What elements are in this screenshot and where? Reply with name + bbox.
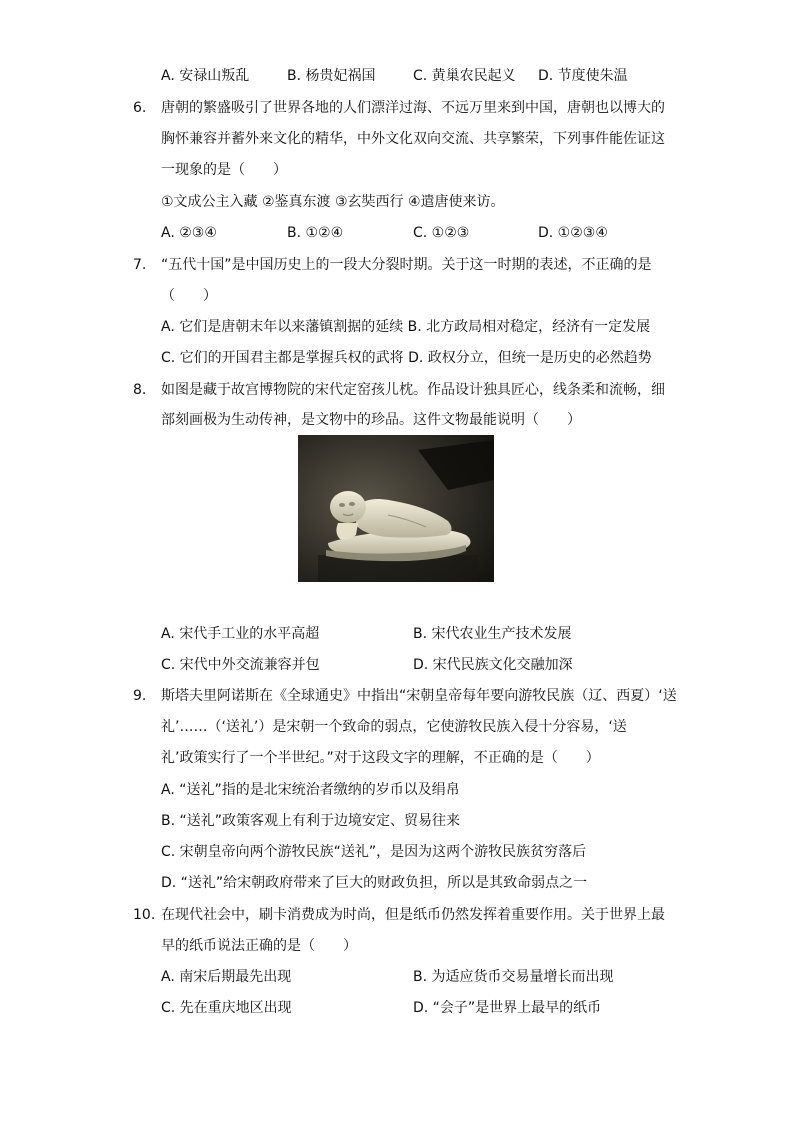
- q9-stem-line: 斯塔夫里阿诺斯在《全球通史》中指出“宋朝皇帝每年要向游牧民族（辽、西夏）‘送: [161, 688, 677, 704]
- child-pillow-illustration: [298, 435, 494, 582]
- q9-number: 9.: [133, 688, 147, 704]
- q7-number: 7.: [133, 257, 147, 273]
- q8-option-a: A. 宋代手工业的水平高超: [161, 626, 320, 642]
- q9-option-b: B. “送礼”政策客观上有利于边境安定、贸易往来: [161, 813, 461, 829]
- q8-option-b: B. 宋代农业生产技术发展: [413, 626, 572, 642]
- q5-option-a: A. 安禄山叛乱: [161, 68, 250, 84]
- q6-events: ①文成公主入藏 ②鉴真东渡 ③玄奘西行 ④遣唐使来访。: [161, 194, 505, 210]
- q8-option-c: C. 宋代中外交流兼容并包: [161, 657, 320, 673]
- q6-stem-line: 唐朝的繁盛吸引了世界各地的人们漂洋过海、不远万里来到中国，唐朝也以博大的: [161, 100, 665, 116]
- q6-stem-line: 胸怀兼容并蓄外来文化的精华，中外文化双向交流、共享繁荣，下列事件能佐证这: [161, 131, 665, 147]
- q10-option-d: D. “会子”是世界上最早的纸币: [413, 1000, 602, 1016]
- q5-option-b: B. 杨贵妃祸国: [287, 68, 376, 84]
- q7-options-ab: A. 它们是唐朝末年以来藩镇割据的延续 B. 北方政局相对稳定，经济有一定发展: [161, 319, 651, 335]
- q7-stem-line: （ ）: [161, 288, 217, 304]
- q10-stem-line: 早的纸币说法正确的是（ ）: [161, 938, 357, 954]
- q10-number: 10.: [133, 907, 156, 923]
- q10-option-b: B. 为适应货币交易量增长而出现: [413, 969, 614, 985]
- q8-option-d: D. 宋代民族文化交融加深: [413, 657, 573, 673]
- q10-option-c: C. 先在重庆地区出现: [161, 1000, 292, 1016]
- q6-option-d: D. ①②③④: [538, 225, 608, 241]
- q6-option-c: C. ①②③: [413, 225, 470, 241]
- q8-stem-line: 如图是藏于故宫博物院的宋代定窑孩儿枕。作品设计独具匠心，线条柔和流畅，细: [161, 382, 665, 398]
- q10-stem-line: 在现代社会中，刷卡消费成为时尚，但是纸币仍然发挥着重要作用。关于世界上最: [161, 907, 665, 923]
- q5-option-c: C. 黄巢农民起义: [413, 68, 516, 84]
- q7-options-cd: C. 它们的开国君主都是掌握兵权的武将 D. 政权分立，但统一是历史的必然趋势: [161, 350, 652, 366]
- q9-option-c: C. 宋朝皇帝向两个游牧民族“送礼”，是因为这两个游牧民族贫穷落后: [161, 844, 587, 860]
- q10-option-a: A. 南宋后期最先出现: [161, 969, 292, 985]
- q7-stem-line: “五代十国”是中国历史上的一段大分裂时期。关于这一时期的表述，不正确的是: [161, 257, 652, 273]
- q8-stem-line: 部刻画极为生动传神，是文物中的珍品。这件文物最能说明（ ）: [161, 412, 581, 428]
- q6-stem-line: 一现象的是（ ）: [161, 162, 287, 178]
- ding-kiln-child-pillow-photo: [298, 435, 494, 582]
- q9-stem-line: 礼’……（‘送礼’）是宋朝一个致命的弱点，它使游牧民族入侵十分容易，‘送: [161, 719, 627, 735]
- q9-stem-line: 礼’政策实行了一个半世纪。”对于这段文字的理解，不正确的是（ ）: [161, 750, 600, 766]
- q9-option-a: A. “送礼”指的是北宋统治者缴纳的岁币以及绢帛: [161, 782, 460, 798]
- q8-number: 8.: [133, 382, 147, 398]
- q6-option-a: A. ②③④: [161, 225, 217, 241]
- q9-option-d: D. “送礼”给宋朝政府带来了巨大的财政负担，所以是其致命弱点之一: [161, 875, 588, 891]
- q5-option-d: D. 节度使朱温: [538, 68, 628, 84]
- q6-number: 6.: [133, 100, 147, 116]
- q6-option-b: B. ①②④: [287, 225, 344, 241]
